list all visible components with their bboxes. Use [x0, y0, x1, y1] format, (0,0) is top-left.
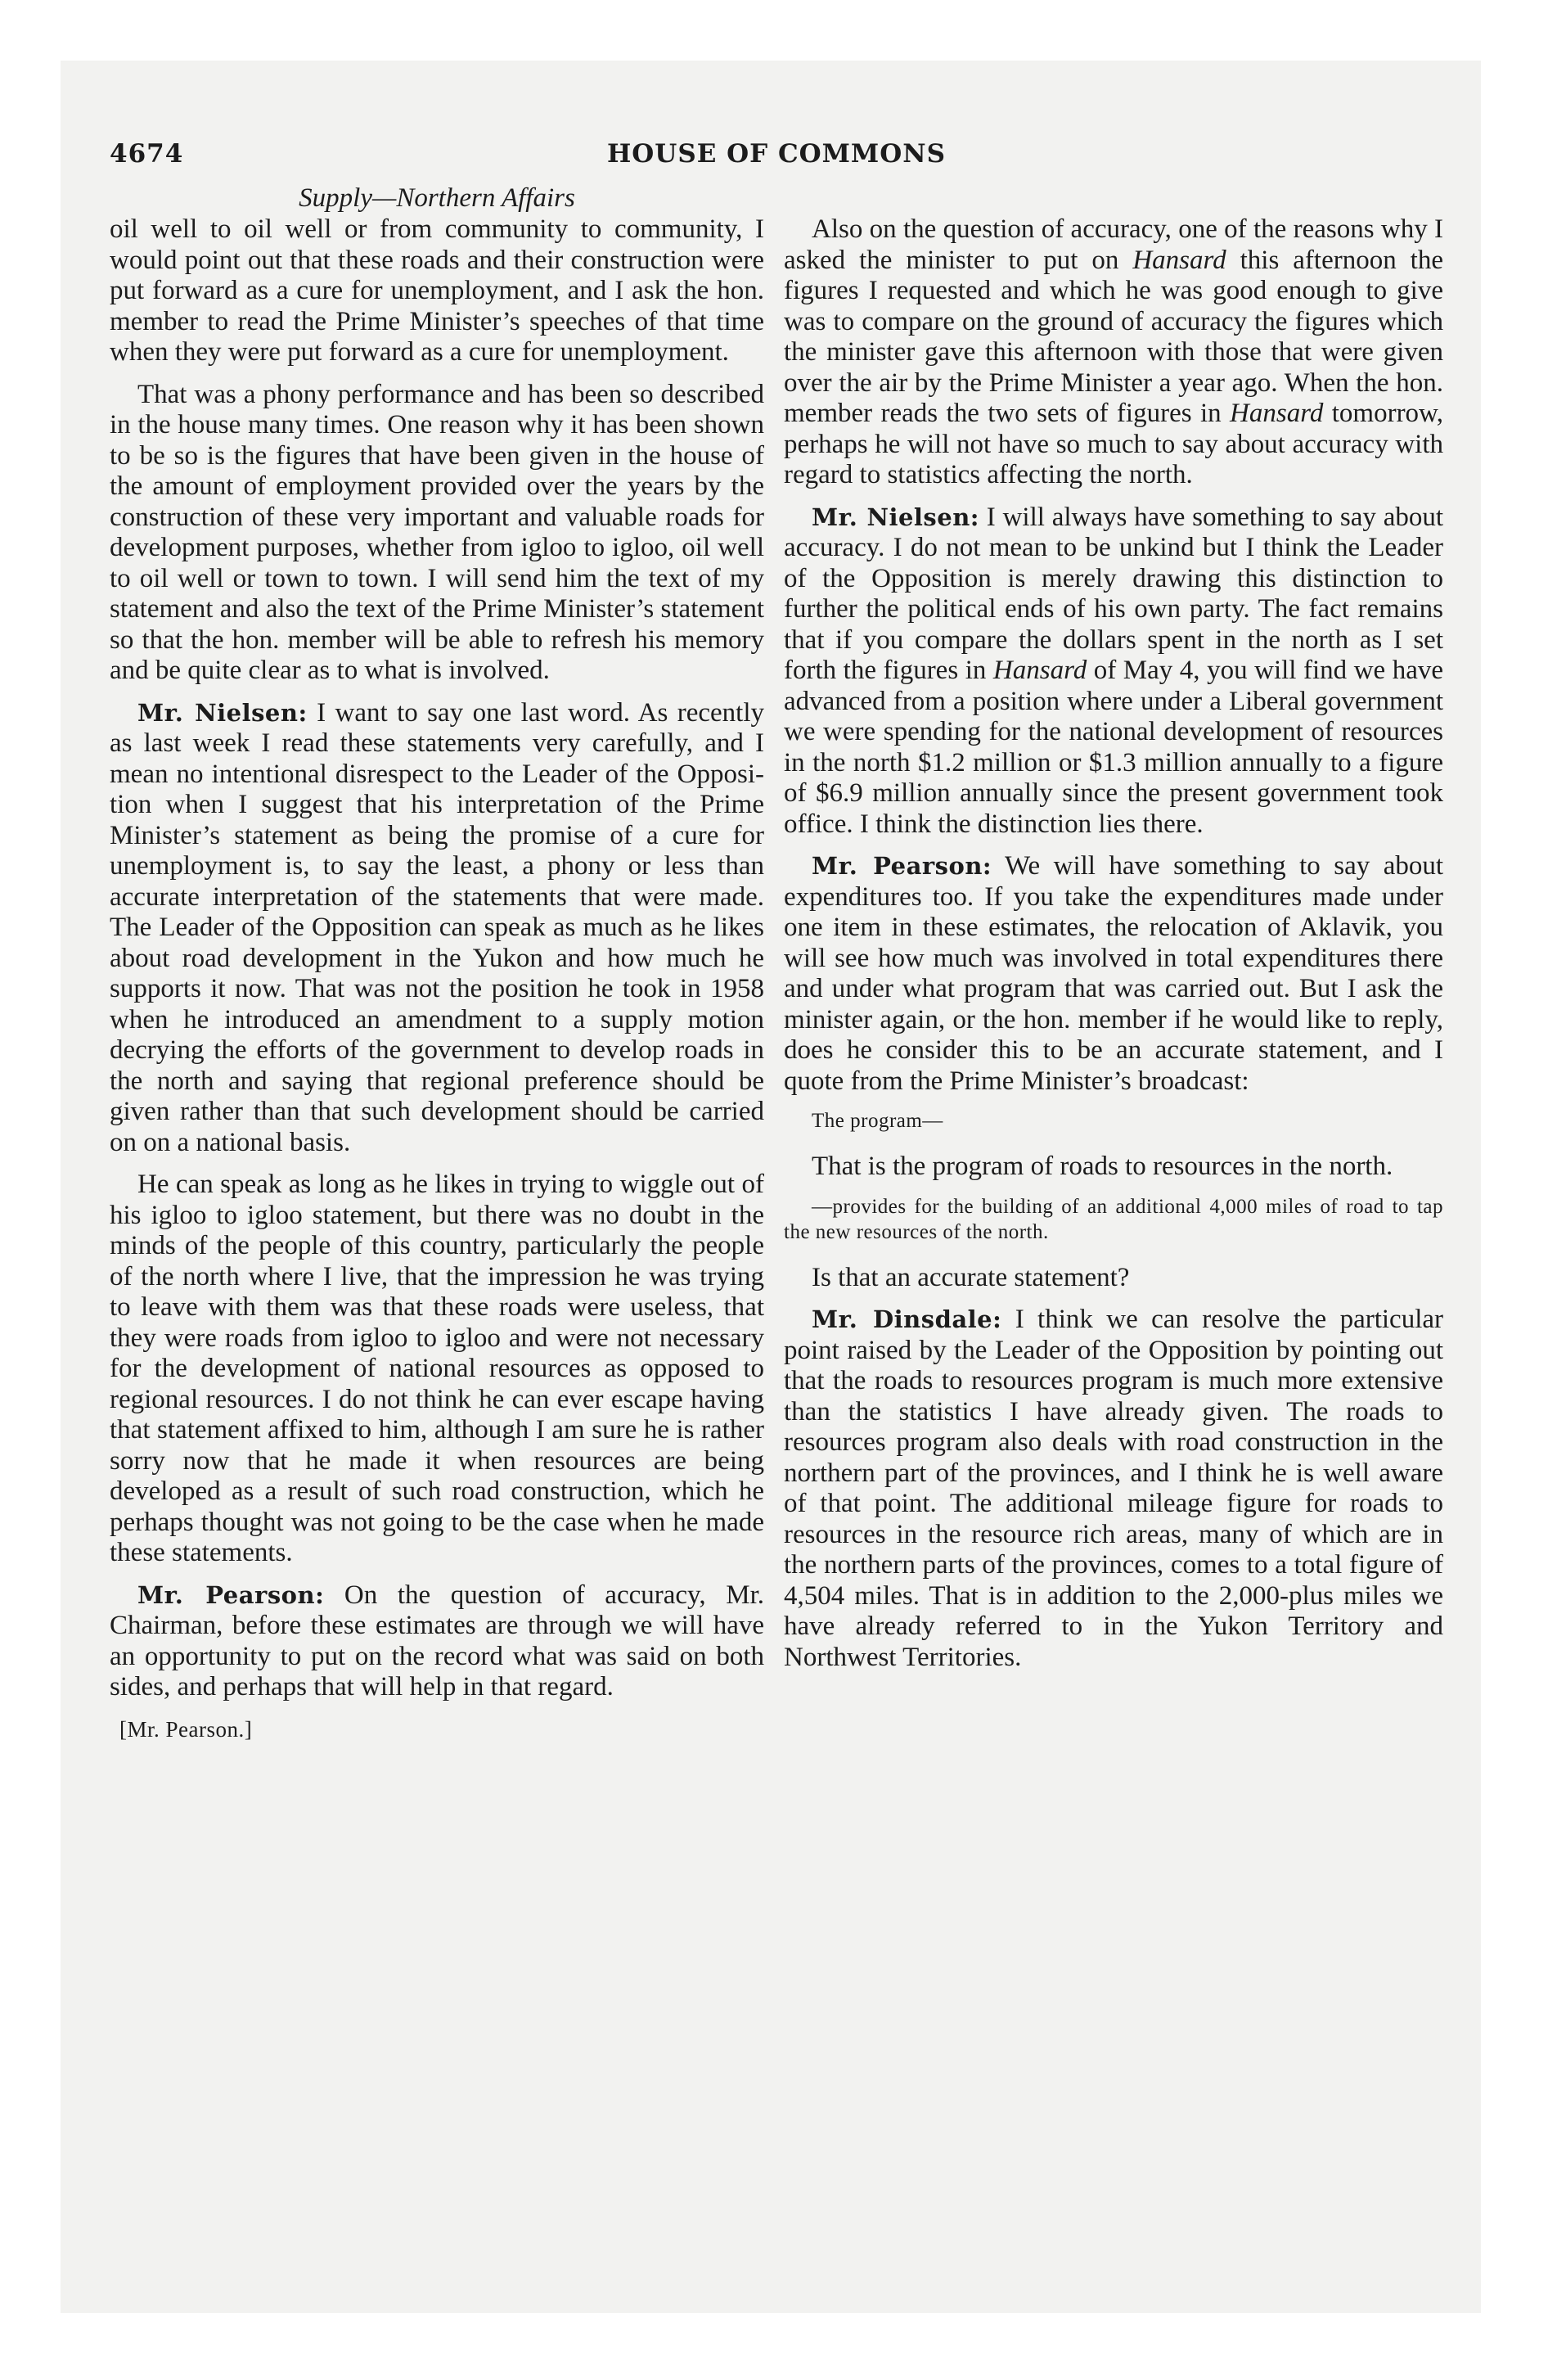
paragraph [784, 214, 1443, 491]
paragraph [784, 1305, 1443, 1673]
paragraph [110, 698, 764, 1159]
right-column [784, 214, 1443, 1684]
left-column [110, 214, 764, 1756]
speech-text: of May 4, you will find we have advanced from a position where under a Liberal government we were spending for the national development of resources in the north $1.2 million or $1.3 million annually to a figure of $6.9 million annually since the present government took office. I think the distinction lies there. [784, 656, 1443, 839]
journal-title: HOUSE OF COMMONS [607, 139, 946, 169]
paragraph: That is the program of roads to resources in the north. [812, 1152, 1393, 1181]
speech-text: I will always have something to say about accuracy. I do not mean to be unkind but I think the Leader of the Opposition is merely drawing this distinction to further the political ends of his own party. The fact remains that if you compare the dollars spent in the north as I set forth the figures in [784, 502, 1444, 685]
section-title: Supply—Northern Affairs [299, 183, 575, 213]
speech-text: On the question of accuracy, Mr. Chairman, before these estimates are through we will have an opportunity to put on the record what was said on both sides, and perhaps that will help in that regard. [110, 1580, 764, 1702]
paragraph [110, 1580, 764, 1703]
speech-text: I want to say one last word. As recently as last week I read these statements very carefully, and I mean no intentional disrespect to the Leader of the Opposition when I suggest that his interpretation of the Prime Minister’s statement as being the promise of a cure for unemployment is, to say the least, a phony or less than accurate interpretation of the statements that were made. The Leader of the Opposition can speak as much as he likes about road development in the Yukon and how much he supports it now. That was not the position he took in 1958 when he introduced an amendment to a supply motion decrying the efforts of the government to develop roads in the north and saying that regional preference should be given rather than that such development should be carried on on a national basis. [110, 697, 764, 1157]
paragraph: Is that an accurate statement? [812, 1262, 1130, 1292]
speaker-name: Mr. Pearson: [812, 852, 992, 880]
block-quote: The program— [812, 1110, 943, 1132]
speaker-name: Mr. Pearson: [137, 1580, 325, 1609]
speech-text: We will have something to say about expenditures too. If you take the expenditures made under one item in these estimates, the relocation of Aklavik, you will see how much was involved in total expenditures there and under what program that was carried out. But I ask the minister again, or the hon. member if he would like to reply, does he consider this to be an accurate statement, and I quote from the Prime Minister’s broadcast: [784, 851, 1444, 1096]
publication-title: Hansard [1132, 245, 1226, 275]
speech-text: I think we can resolve the particular point raised by the Leader of the Opposition by pointing out that the roads to resources program is much more extensive than the statistics I have already given. The roads to resources program also deals with road construction in the northern part of the provinces, and I think he is well aware of that point. The additional mileage figure for roads to resources in the resource rich areas, many of which are in the northern parts of the provinces, comes to a total figure of 4,504 miles. That is in addition to the 2,000-plus miles we have already referred to in the Yukon Territory and Northwest Territories. [784, 1305, 1443, 1672]
speaker-attribution: [Mr. Pearson.] [119, 1716, 253, 1742]
text-run: Also on the question of accuracy, one of the reasons why I asked the minister to put on [784, 214, 1443, 275]
page-number: 4674 [110, 139, 184, 169]
paragraph: That was a phony performance and has been so described in the house many times. One reason why it has been shown to be so is the figures that have been given in the house of the amount of employment provided over the years by the construction of these very important and valuable roads for development purposes, whether from igloo to igloo, oil well to oil well or town to town. I will send him the text of my statement and also the text of the Prime Minister’s statement so that the hon. member will be able to refresh his memory and be quite clear as to what is involved. [110, 379, 764, 685]
speaker-name: Mr. Dinsdale: [812, 1305, 1002, 1333]
paragraph [784, 503, 1443, 841]
paragraph [784, 851, 1443, 1097]
text-run: this afternoon the figures I requested and which he was good enough to give was to compare on the ground of accuracy the figures which the minister gave this afternoon with those that were given over the air by the Prime Minister a year ago. When the hon. member reads the two sets of figures in [784, 245, 1443, 428]
speaker-name: Mr. Nielsen: [812, 503, 980, 531]
speaker-name: Mr. Nielsen: [137, 698, 308, 727]
page-header [110, 139, 1443, 178]
publication-title: Hansard [992, 656, 1087, 685]
paragraph: oil well to oil well or from community to community, I would point out that these roads and their construction were put forward as a cure for unemployment, and I ask the hon. member to read the Prime Minister’s speeches of that time when they were put forward as a cure for unemployment. [110, 214, 764, 367]
text-run: tomorrow, perhaps he will not have so much to say about accuracy with regard to statistics affecting the north. [784, 399, 1443, 489]
publication-title: Hansard [1230, 399, 1324, 428]
paragraph: He can speak as long as he likes in trying to wiggle out of his igloo to igloo statement, but there was no doubt in the minds of the people of this country, particularly the people of the north where I live, that the impression he was trying to leave with them was that these roads were useless, that they were roads from igloo to igloo and were not necessary for the development of national resources as opposed to regional resources. I do not think he can ever escape having that statement affixed to him, although I am sure he is rather sorry now that he made it when resources are being developed as a result of such road construction, which he perhaps thought was not going to be the case when he made these statements. [110, 1170, 764, 1567]
block-quote: —provides for the building of an additional 4,000 miles of road to tap the new resources of the north. [784, 1195, 1443, 1243]
